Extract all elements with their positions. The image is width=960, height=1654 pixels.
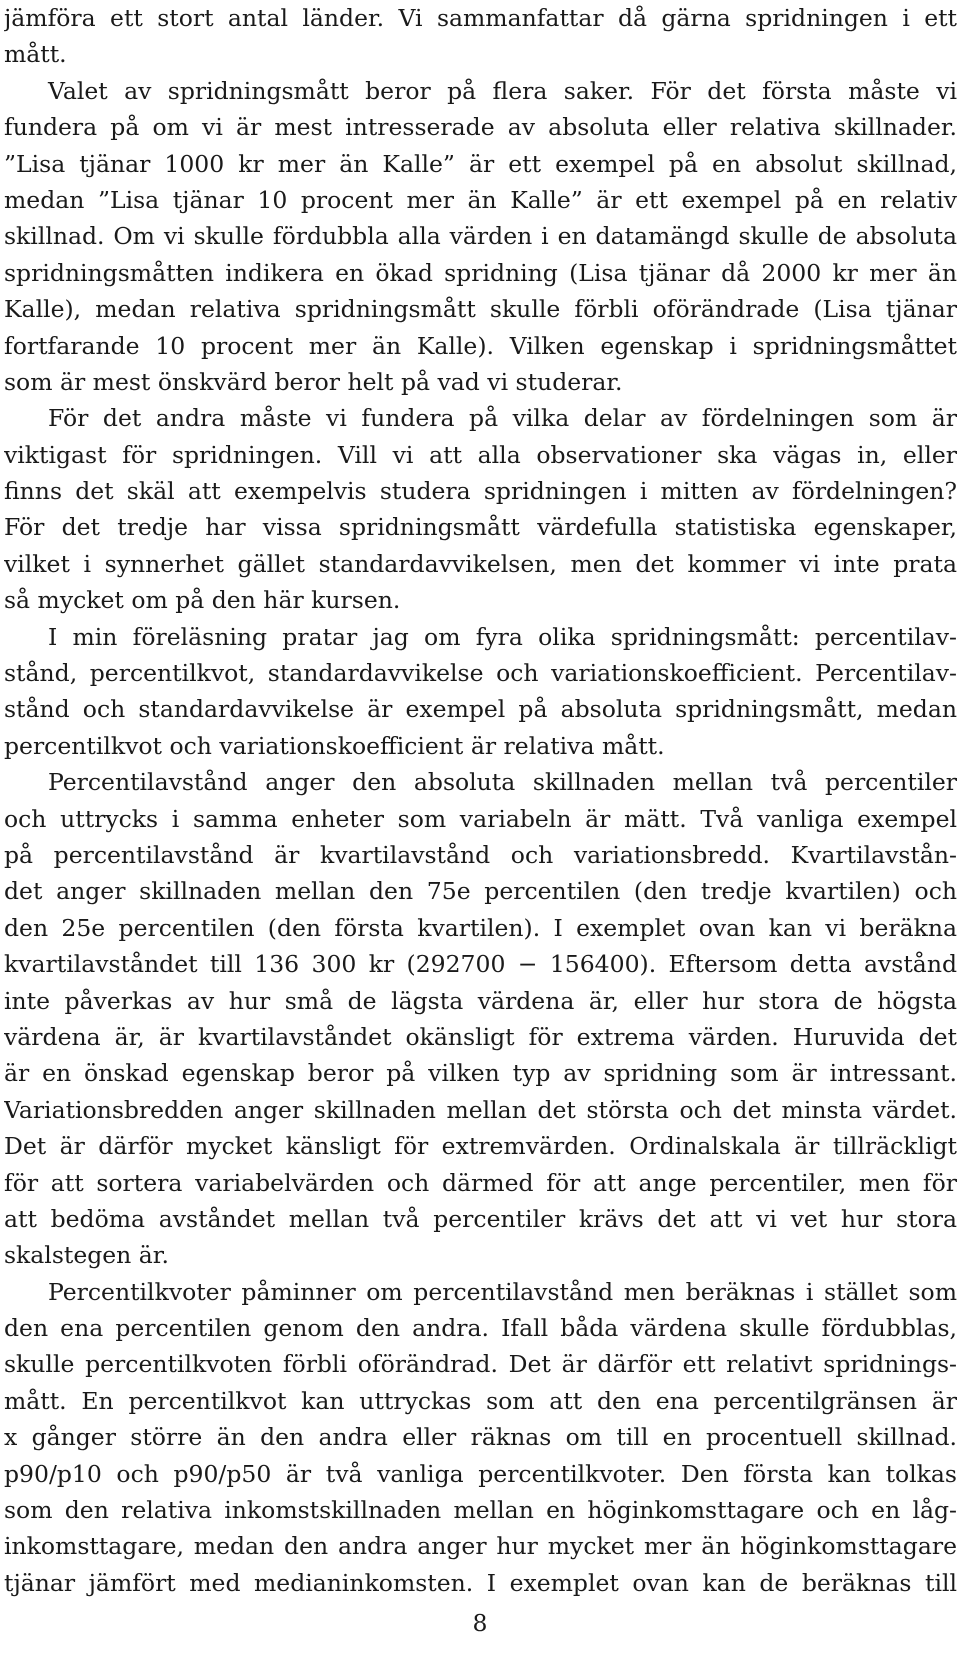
text-line: fundera på om vi är mest intresserade av absoluta eller relativa skillnader. (4, 113, 957, 142)
text-line: stånd, percentilkvot, standardavvikelse och variationskoefficient. Percentilav- (4, 659, 957, 688)
text-line: ”Lisa tjänar 1000 kr mer än Kalle” är ett exempel på en absolut skillnad, (4, 149, 957, 178)
text-line: Det är därför mycket känsligt för extremvärden. Ordinalskala är tillräckligt (4, 1132, 957, 1161)
text-line: skalstegen är. (4, 1241, 169, 1270)
text-line: som den relativa inkomstskillnaden mellan en höginkomsttagare och en låg- (4, 1496, 957, 1525)
text-line: det anger skillnaden mellan den 75e percentilen (den tredje kvartilen) och (4, 877, 957, 906)
text-line: finns det skäl att exempelvis studera spridningen i mitten av fördelningen? (4, 477, 957, 506)
text-line: Kalle), medan relativa spridningsmått skulle förbli oförändrade (Lisa tjänar (4, 295, 957, 324)
text-line: den 25e percentilen (den första kvartilen). I exemplet ovan kan vi beräkna (4, 913, 957, 942)
text-line: fortfarande 10 procent mer än Kalle). Vilken egenskap i spridningsmåttet (4, 331, 957, 360)
text-line: inkomsttagare, medan den andra anger hur mycket mer än höginkomsttagare (4, 1532, 957, 1561)
text-line: att bedöma avståndet mellan två percentiler krävs det att vi vet hur stora (4, 1204, 957, 1233)
text-line: För det andra måste vi fundera på vilka delar av fördelningen som är (48, 404, 957, 433)
text-line: spridningsmåtten indikera en ökad spridning (Lisa tjänar då 2000 kr mer än (4, 258, 957, 287)
text-line: den ena percentilen genom den andra. Ifall båda värdena skulle fördubblas, (4, 1314, 957, 1343)
text-line: mått. (4, 40, 67, 69)
text-line: så mycket om på den här kursen. (4, 586, 401, 615)
text-line: för att sortera variabelvärden och därmed för att ange percentiler, men för (4, 1168, 957, 1197)
text-line: värdena är, är kvartilavståndet okänsligt för extrema värden. Huruvida det (4, 1022, 957, 1051)
text-line: I min föreläsning pratar jag om fyra olika spridningsmått: percentilav- (48, 622, 957, 651)
page-number: 8 (472, 1609, 488, 1637)
text-line: är en önskad egenskap beror på vilken typ av spridning som är intressant. (4, 1059, 957, 1088)
text-line: som är mest önskvärd beror helt på vad vi studerar. (4, 367, 623, 396)
text-line: tjänar jämfört med medianinkomsten. I exemplet ovan kan de beräknas till (4, 1568, 957, 1597)
text-line: Valet av spridningsmått beror på flera saker. För det första måste vi (48, 76, 957, 105)
text-line: Percentilavstånd anger den absoluta skillnaden mellan två percentiler (48, 768, 957, 797)
text-line: på percentilavstånd är kvartilavstånd och variationsbredd. Kvartilavstån- (4, 840, 957, 869)
text-line: medan ”Lisa tjänar 10 procent mer än Kalle” är ett exempel på en relativ (4, 185, 957, 214)
body-text (4, 0, 957, 1601)
text-line: skulle percentilkvoten förbli oförändrad. Det är därför ett relativt spridnings- (4, 1350, 957, 1379)
text-line: inte påverkas av hur små de lägsta värdena är, eller hur stora de högsta (4, 986, 957, 1015)
text-line: viktigast för spridningen. Vill vi att alla observationer ska vägas in, eller (4, 440, 957, 469)
text-line: jämföra ett stort antal länder. Vi sammanfattar då gärna spridningen i ett (4, 4, 957, 32)
text-line: För det tredje har vissa spridningsmått värdefulla statistiska egenskaper, (4, 513, 957, 542)
text-line: x gånger större än den andra eller räknas om till en procentuell skillnad. (4, 1423, 957, 1452)
text-line: mått. En percentilkvot kan uttryckas som att den ena percentilgränsen är (4, 1386, 957, 1415)
text-line: och uttrycks i samma enheter som variabeln är mätt. Två vanliga exempel (4, 804, 957, 833)
text-line: vilket i synnerhet gället standardavvikelsen, men det kommer vi inte prata (4, 549, 957, 578)
text-line: Percentilkvoter påminner om percentilavstånd men beräknas i stället som (48, 1277, 957, 1306)
text-line: kvartilavståndet till 136 300 kr (292700 − 156400). Eftersom detta avstånd (4, 950, 957, 979)
text-line: stånd och standardavvikelse är exempel på absoluta spridningsmått, medan (4, 695, 957, 724)
text-line: p90/p10 och p90/p50 är två vanliga percentilkvoter. Den första kan tolkas (4, 1459, 957, 1488)
text-line: skillnad. Om vi skulle fördubbla alla värden i en datamängd skulle de absoluta (4, 222, 957, 251)
text-line: percentilkvot och variationskoefficient är relativa mått. (4, 731, 665, 760)
text-line: Variationsbredden anger skillnaden mellan det största och det minsta värdet. (4, 1095, 957, 1124)
